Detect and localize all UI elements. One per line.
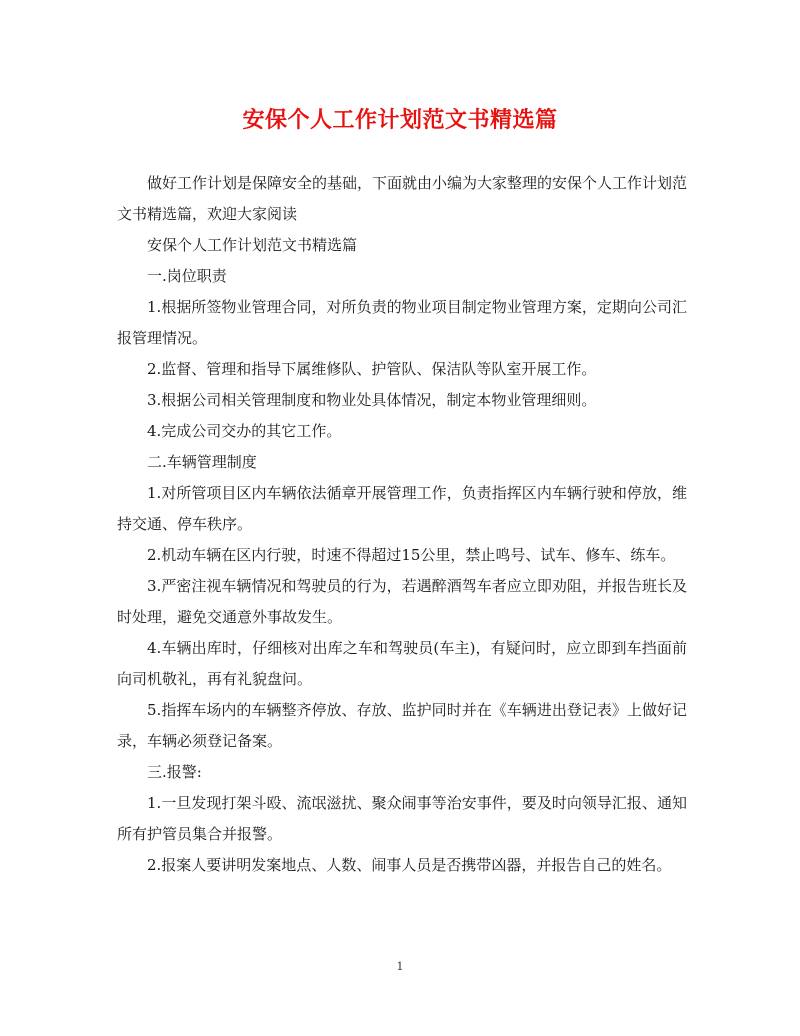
list-item: 3.根据公司相关管理制度和物业处具体情况，制定本物业管理细则。 (147, 391, 597, 409)
list-item: 2.机动车辆在区内行驶，时速不得超过15公里，禁止鸣号、试车、修车、练车。 (147, 546, 676, 564)
page-number: 1 (396, 960, 404, 973)
subtitle-paragraph: 安保个人工作计划范文书精选篇 (147, 236, 358, 254)
section-heading: 一.岗位职责 (147, 267, 227, 285)
section-heading: 二.车辆管理制度 (147, 453, 257, 471)
list-item: 1.对所管项目区内车辆依法循章开展管理工作，负责指挥区内车辆行驶和停放，维持交通、停车秩序。 (117, 484, 687, 533)
list-item: 4.完成公司交办的其它工作。 (147, 422, 342, 440)
list-item: 3.严密注视车辆情况和驾驶员的行为，若遇醉酒驾车者应立即劝阻，并报告班长及时处理，避免交通意外事故发生。 (117, 577, 687, 626)
list-item: 4.车辆出库时，仔细核对出库之车和驾驶员(车主)，有疑问时，应立即到车挡面前向司机敬礼，再有礼貌盘问。 (117, 639, 687, 688)
list-item: 5.指挥车场内的车辆整齐停放、存放、监护同时并在《车辆进出登记表》上做好记录，车辆必须登记备案。 (117, 701, 687, 750)
section-heading: 三.报警: (147, 763, 202, 781)
intro-paragraph: 做好工作计划是保障安全的基础，下面就由小编为大家整理的安保个人工作计划范文书精选篇，欢迎大家阅读 (117, 174, 688, 223)
list-item: 1.根据所签物业管理合同，对所负责的物业项目制定物业管理方案，定期向公司汇报管理情况。 (117, 298, 687, 347)
list-item: 2.监督、管理和指导下属维修队、护管队、保洁队等队室开展工作。 (147, 360, 597, 378)
document-title: 安保个人工作计划范文书精选篇 (242, 107, 558, 133)
document-body (117, 168, 687, 881)
list-item: 1.一旦发现打架斗殴、流氓滋扰、聚众闹事等治安事件，要及时向领导汇报、通知所有护管员集合并报警。 (117, 794, 687, 843)
list-item: 2.报案人要讲明发案地点、人数、闹事人员是否携带凶器，并报告自己的姓名。 (147, 856, 672, 874)
